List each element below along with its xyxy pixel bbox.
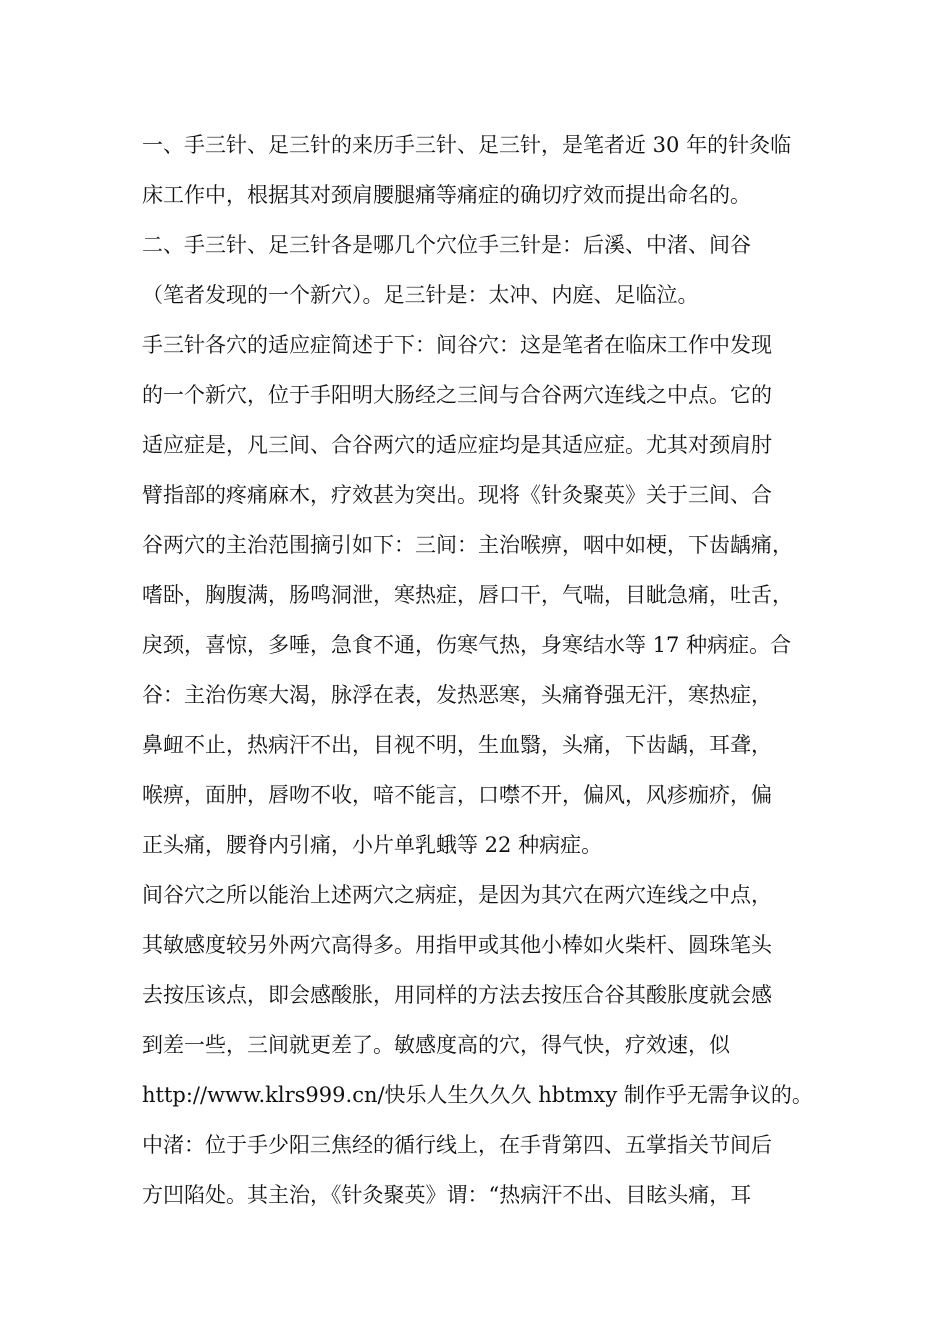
text-line: 的一个新穴，位于手阳明大肠经之三间与合谷两穴连线之中点。它的 (142, 383, 772, 407)
text-line: 臂指部的疼痛麻木，疗效甚为突出。现将《针灸聚英》关于三间、合 (142, 483, 772, 507)
text-line: http://www.klrs999.cn/快乐人生久久久 hbtmxy 制作乎无需争议的。 (142, 1083, 813, 1107)
text-line: 谷：主治伤寒大渴，脉浮在表，发热恶寒，头痛脊强无汗，寒热症， (142, 683, 772, 707)
text-line: 手三针各穴的适应症简述于下：间谷穴：这是笔者在临床工作中发现 (142, 333, 772, 357)
text-line: 鼻衄不止，热病汗不出，目视不明，生血翳，头痛，下齿龋，耳聋， (142, 733, 772, 757)
text-line: 到差一些，三间就更差了。敏感度高的穴，得气快，疗效速，似 (142, 1033, 730, 1057)
text-line: 戾颈，喜惊，多唾，急食不通，伤寒气热，身寒结水等 17 种病症。合 (142, 633, 792, 657)
text-line: （笔者发现的一个新穴）。足三针是：太冲、内庭、足临泣。 (142, 283, 699, 307)
text-line: 一、手三针、足三针的来历手三针、足三针，是笔者近 30 年的针灸临 (142, 133, 792, 157)
text-line: 二、手三针、足三针各是哪几个穴位手三针是：后溪、中渚、间谷 (142, 233, 751, 257)
text-line: 谷两穴的主治范围摘引如下：三间：主治喉痹，咽中如梗，下齿龋痛， (142, 533, 793, 557)
text-line: 间谷穴之所以能治上述两穴之病症，是因为其穴在两穴连线之中点， (142, 883, 772, 907)
text-line: 嗜卧，胸腹满，肠鸣洞泄，寒热症，唇口干，气喘，目眦急痛，吐舌， (142, 583, 793, 607)
text-line: 床工作中，根据其对颈肩腰腿痛等痛症的确切疗效而提出命名的。 (142, 183, 751, 207)
text-line: 其敏感度较另外两穴高得多。用指甲或其他小棒如火柴杆、圆珠笔头 (142, 933, 772, 957)
text-line: 适应症是，凡三间、合谷两穴的适应症均是其适应症。尤其对颈肩肘 (142, 433, 772, 457)
text-line: 喉痹，面肿，唇吻不收，喑不能言，口噤不开，偏风，风疹痂疥，偏 (142, 783, 772, 807)
text-line: 正头痛，腰脊内引痛，小片单乳蛾等 22 种病症。 (142, 833, 603, 857)
text-line: 方凹陷处。其主治，《针灸聚英》谓：“热病汗不出、目眩头痛，耳 (142, 1183, 752, 1207)
text-line: 中渚：位于手少阳三焦经的循行线上，在手背第四、五掌指关节间后 (142, 1133, 772, 1157)
text-line: 去按压该点，即会感酸胀，用同样的方法去按压合谷其酸胀度就会感 (142, 983, 772, 1007)
